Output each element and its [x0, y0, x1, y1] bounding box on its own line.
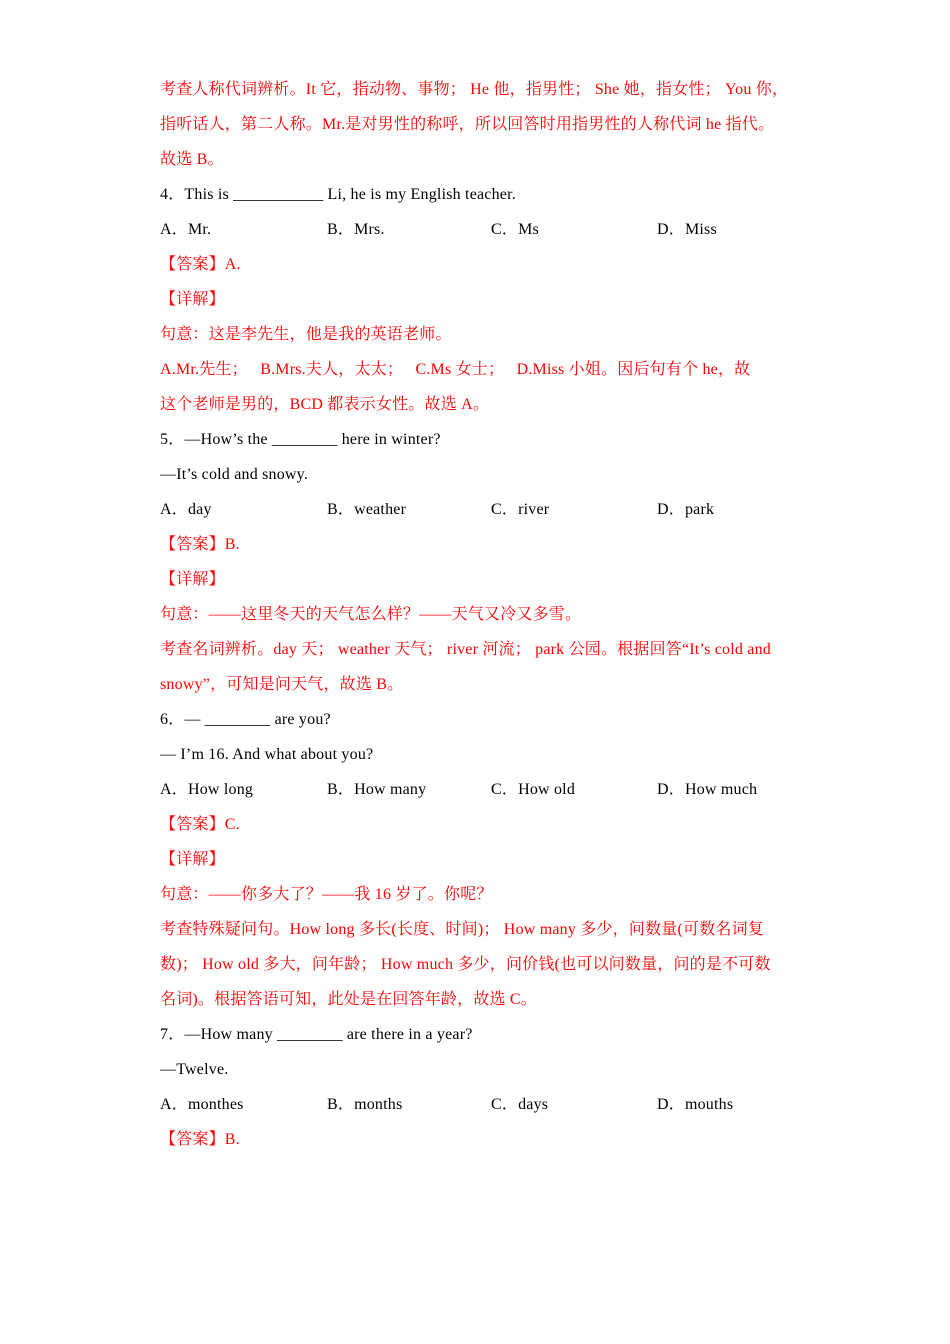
- question-line: —Twelve.: [160, 1061, 229, 1078]
- options-row: [160, 1087, 792, 1122]
- explanation-line: 句意：——你多大了？——我 16 岁了。你呢？: [160, 886, 493, 903]
- question-line: 6．— ________ are you?: [160, 711, 331, 728]
- explanation-line: 考查特殊疑问句。How long 多长(长度、时间)； How many 多少，问数量(可数名词复: [160, 921, 764, 938]
- explanation-line: 这个老师是男的，BCD 都表示女性。故选 A。: [160, 396, 490, 413]
- option-D: D．park: [657, 501, 715, 518]
- option-C: C．Ms: [491, 221, 539, 238]
- question-line: 5．—How’s the ________ here in winter?: [160, 431, 441, 448]
- explanation-line: 【答案】B.: [160, 536, 240, 553]
- question-line: —It’s cold and snowy.: [160, 466, 309, 483]
- explanation-line: A.Mr.先生； B.Mrs.夫人，太太； C.Ms 女士； D.Miss 小姐。因后句有个 he，故: [160, 361, 751, 378]
- option-C: C．river: [491, 501, 550, 518]
- explanation-line: 【答案】C.: [160, 816, 240, 833]
- document-body: [160, 72, 792, 1157]
- explanation-line: 【详解】: [160, 851, 225, 868]
- explanation-line: 【答案】B.: [160, 1131, 240, 1148]
- option-B: B．How many: [327, 781, 427, 798]
- option-B: B．Mrs.: [327, 221, 385, 238]
- explanation-line: 【答案】A.: [160, 256, 241, 273]
- question-line: 4．This is ___________ Li, he is my English teacher.: [160, 186, 516, 203]
- option-A: A．How long: [160, 781, 254, 798]
- explanation-line: snowy”，可知是问天气，故选 B。: [160, 676, 404, 693]
- option-A: A．Mr.: [160, 221, 212, 238]
- option-B: B．weather: [327, 501, 407, 518]
- options-row: [160, 212, 792, 247]
- explanation-line: 名词)。根据答语可知，此处是在回答年龄，故选 C。: [160, 991, 538, 1008]
- explanation-line: 数)； How old 多大，问年龄； How much 多少，问价钱(也可以问数量，问的是不可数: [160, 956, 771, 973]
- explanation-line: 句意：这是李先生，他是我的英语老师。: [160, 326, 452, 343]
- question-line: 7．—How many ________ are there in a year?: [160, 1026, 473, 1043]
- option-C: C．days: [491, 1096, 549, 1113]
- explanation-line: 句意：——这里冬天的天气怎么样？——天气又冷又多雪。: [160, 606, 582, 623]
- option-C: C．How old: [491, 781, 576, 798]
- options-row: [160, 772, 792, 807]
- explanation-line: 【详解】: [160, 291, 225, 308]
- explanation-line: 指听话人，第二人称。Mr.是对男性的称呼，所以回答时用指男性的人称代词 he 指代。: [160, 116, 775, 133]
- explanation-line: 故选 B。: [160, 151, 224, 168]
- option-B: B．months: [327, 1096, 403, 1113]
- question-line: — I’m 16. And what about you?: [160, 746, 374, 763]
- option-A: A．day: [160, 501, 212, 518]
- option-A: A．monthes: [160, 1096, 244, 1113]
- option-D: D．mouths: [657, 1096, 734, 1113]
- option-D: D．How much: [657, 781, 758, 798]
- explanation-line: 【详解】: [160, 571, 225, 588]
- explanation-line: 考查人称代词辨析。It 它，指动物、事物； He 他，指男性； She 她，指女性； You 你，: [160, 81, 789, 98]
- explanation-line: 考查名词辨析。day 天； weather 天气； river 河流； park 公园。根据回答“It’s cold and: [160, 641, 771, 658]
- options-row: [160, 492, 792, 527]
- option-D: D．Miss: [657, 221, 717, 238]
